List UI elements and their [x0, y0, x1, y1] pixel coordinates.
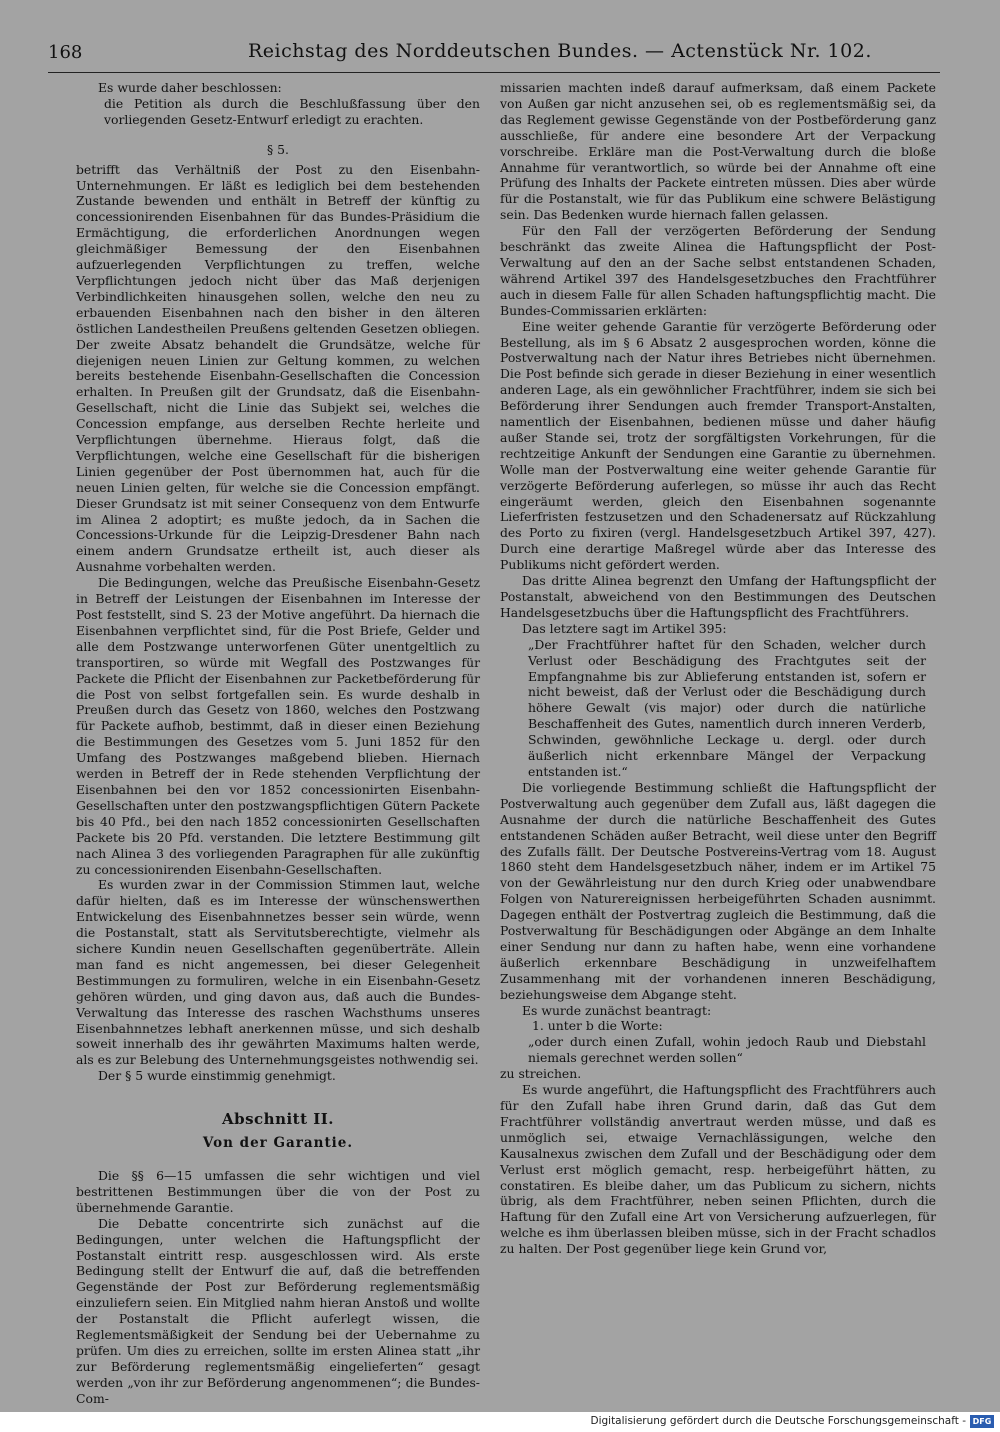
quotation: „oder durch einen Zufall, wohin jedoch Raub und Diebstahl niemals gerechnet werden sollen“ [528, 1034, 926, 1066]
page-number: 168 [48, 42, 83, 63]
paragraph: zu streichen. [500, 1066, 582, 1082]
paragraph: missarien machten indeß darauf aufmerksam, daß einem Packete von Außen gar nicht anzusehen sei, ob es reglementsmäßig sei, da das Reglement gewisse Gegenstände von der Postbeförderung ganz ausschließe, für andere eine besondere Art der Verpackung vorschreibe. Erkläre man die Post-Verwaltung durch die bloße Annahme für verantwortlich, so würde bei der Annahme oft eine Prüfung des Inhalts der Packete eintreten müssen. Dies aber würde für die Postanstalt, wie für das Publikum eine schwere Belästigung sein. Das Bedenken wurde hiernach fallen gelassen. [500, 80, 936, 223]
paragraph: Es wurden zwar in der Commission Stimmen laut, welche dafür hielten, daß es im Interesse der wünschenswerthen Entwickelung des Eisenbahnnetzes besser sein würde, wenn die Postanstalt, statt als Servitutsberechtigte, vielmehr als sichere Kundin neuen Gesellschaften gegenüberträte. Allein man fand es nicht angemessen, bei dieser Gelegenheit Bestimmungen zu formuliren, welche in ein Eisenbahn-Gesetz gehören würden, und ging davon aus, daß auch die Bundes-Verwaltung das Interesse des raschen Wachsthums unseres Eisenbahnnetzes lebhaft anerkennen müsse, und sich deshalb soweit innerhalb des ihr gewährten Maximums halten werde, als es zur Belebung des Unternehmungsgeistes nothwendig sei. [76, 877, 480, 1068]
header-rule [48, 72, 940, 73]
paragraph: Das letztere sagt im Artikel 395: [522, 620, 727, 636]
paragraph: Eine weiter gehende Garantie für verzögerte Beförderung oder Bestellung, als im § 6 Absatz 2 ausgesprochen worden, könne die Postverwaltung nach der Natur ihres Betriebes nicht übernehmen. Die Post befinde sich gerade in dieser Beziehung in einer wesentlich anderen Lage, als ein gewöhnlicher Frachtführer, indem sie sich bei Beförderung ihrer Sendungen auch fremder Transport-Anstalten, namentlich der Eisenbahnen, bedienen müsse und daher häufig außer Stande sei, trotz der sorgfältigsten Vorkehrungen, für die rechtzeitige Ankunft der Sendungen eine Garantie zu übernehmen. Wolle man der Postverwaltung eine weiter gehende Garantie für verzögerte Beförderung auferlegen, so müsse ihr auch das Recht eingeräumt werden, gleich den Eisenbahnen sogenannte Lieferfristen festzusetzen und den Schadenersatz auf Rückzahlung des Porto zu fixiren (vergl. Handelsgesetzbuch Artikel 397, 427). Durch eine derartige Maßregel würde aber das Interesse des Publikums nicht gefördert werden. [500, 318, 936, 573]
paragraph: Die vorliegende Bestimmung schließt die Haftungspflicht der Postverwaltung auch gegenüber dem Zufall aus, läßt dagegen die Ausnahme der durch die natürliche Beschaffenheit des Gutes entstandenen Schäden außer Betracht, weil diese unter den Begriff des Zufalls fällt. Der Deutsche Postvereins-Vertrag vom 18. August 1860 steht dem Handelsgesetzbuch näher, indem er im Artikel 75 von der Gewährleistung nur den durch Krieg oder unabwendbare Folgen von Naturereignissen herbeigeführten Schaden ausnimmt. Dagegen enthält der Postvertrag zugleich die Bestimmung, daß die Postverwaltung für Beschädigungen oder Abgänge an dem Inhalte einer Sendung nur dann zu haften habe, wenn eine vorhandene äußerlich erkennbare Beschädigung in unzweifelhaftem Zusammenhang mit der vorhandenen inneren Beschädigung, beziehungsweise dem Abgange steht. [500, 779, 936, 1002]
funding-note: Digitalisierung gefördert durch die Deutsche Forschungsgemeinschaft - [590, 1415, 966, 1427]
quotation: „Der Frachtführer haftet für den Schaden, welcher durch Verlust oder Beschädigung des Frachtgutes seit der Empfangnahme bis zur Ablieferung entstanden ist, sofern er nicht beweist, daß der Verlust oder die Beschädigung durch höhere Gewalt (vis major) oder durch die natürliche Beschaffenheit des Gutes, namentlich durch inneren Verderb, Schwinden, gewöhnliche Leckage u. dergl. oder durch äußerlich nicht erkennbare Mängel der Verpackung entstanden ist.“ [528, 636, 926, 779]
paragraph: Es wurde daher beschlossen: [98, 80, 282, 95]
paragraph: Die Debatte concentrirte sich zunächst auf die Bedingungen, unter welchen die Haftungspflicht der Postanstalt eintritt resp. ausgeschlossen wird. Als erste Bedingung stellt der Entwurf die auf, daß die betreffenden Gegenstände der Post zur Beförderung reglementsmäßig einzuliefern seien. Ein Mitglied nahm hieran Anstoß und wollte der Postanstalt die Pflicht auferlegt wissen, die Reglementsmäßigkeit der Sendung bei der Uebernahme zu prüfen. Um dies zu erreichen, sollte im ersten Alinea statt „ihr zur Beförderung reglementsmäßig eingelieferten“ gesagt werden „von ihr zur Beförderung angenommenen“; die Bundes-Com- [76, 1215, 480, 1406]
paragraph: Der § 5 wurde einstimmig genehmigt. [98, 1068, 336, 1084]
paragraph: Es wurde zunächst beantragt: [522, 1002, 712, 1018]
dfg-logo-icon: DFG [970, 1415, 994, 1428]
footer-bar [0, 1412, 1000, 1432]
list-item: 1. unter b die Worte: [532, 1018, 663, 1034]
paragraph: Für den Fall der verzögerten Beförderung der Sendung beschränkt das zweite Alinea die Haftungspflicht der Post-Verwaltung auf den an der Sache selbst entstandenen Schaden, während Artikel 397 des Handelsgesetzbuches den Frachtführer auch in diesem Falle für allen Schaden haftungspflichtig macht. Die Bundes-Commissarien erklärten: [500, 223, 936, 318]
page-header [48, 38, 928, 68]
section-subtitle: Von der Garantie. [202, 1135, 354, 1152]
paragraph: die Petition als durch die Beschlußfassung über den vorliegenden Gesetz-Entwurf erledigt zu erachten. [104, 95, 480, 127]
paragraph: Das dritte Alinea begrenzt den Umfang der Haftungspflicht der Postanstalt, abweichend von den Bestimmungen des Deutschen Handelsgesetzbuchs über die Haftungspflicht des Frachtführers. [500, 573, 936, 620]
paragraph: Es wurde angeführt, die Haftungspflicht des Frachtführers auch für den Zufall habe ihren Grund darin, daß das Gut dem Frachtführer vollständig anvertraut werden müsse, und daß es unmöglich sei, etwaige Vernachlässigungen, welche den Kausalnexus zwischen dem Zufall und der Beschädigung oder dem Verlust erst möglich gemacht, resp. herbeigeführt hätten, zu constatiren. Es bleibe daher, um das Publicum zu sichern, nichts übrig, als dem Frachtführer, neben seinen Pflichten, durch die Haftung für den Zufall eine Art von Versicherung aufzuerlegen, für welche es ihm überlassen bleiben müsse, sich in der Fracht schadlos zu halten. Der Post gegenüber liege kein Grund vor, [500, 1082, 936, 1257]
section-number: § 5. [267, 141, 289, 157]
paragraph: Die Bedingungen, welche das Preußische Eisenbahn-Gesetz in Betreff der Leistungen der Eisenbahnen im Interesse der Post feststellt, sind S. 23 der Motive angeführt. Da hiernach die Eisenbahnen verpflichtet sind, für die Post Briefe, Gelder und alle dem Postzwange unterworfenen Güter unentgeltlich zu transportiren, so würde mit Wegfall des Postzwanges für Packete die Pflicht der Eisenbahnen zur Packetbeförderung für die Post von selbst fortgefallen sein. Es wurde deshalb in Preußen durch das Gesetz von 1860, welches den Postzwang für Packete aufhob, bestimmt, daß in dieser einen Beziehung die Bestimmungen des Gesetzes vom 5. Juni 1852 für den Umfang des Postzwanges maßgebend blieben. Hiernach werden in Betreff der in Rede stehenden Verpflichtung der Eisenbahnen bei den vor 1852 concessionirten Eisenbahn-Gesellschaften unter den postzwangspflichtigen Gütern Packete bis 40 Pfd., bei den nach 1852 concessionirten Gesellschaften Packete bis 20 Pfd. verstanden. Die letztere Bestimmung gilt nach Alinea 3 des vorliegenden Paragraphen für alle zukünftig zu concessionirenden Eisenbahn-Gesellschaften. [76, 575, 480, 877]
paragraph: Die §§ 6—15 umfassen die sehr wichtigen und viel bestrittenen Bestimmungen über die von der Post zu übernehmende Garantie. [76, 1168, 480, 1215]
section-title: Abschnitt II. [221, 1110, 335, 1129]
right-column [500, 80, 936, 1257]
running-title: Reichstag des Norddeutschen Bundes. — Actenstück Nr. 102. [248, 40, 872, 62]
paragraph: betrifft das Verhältniß der Post zu den Eisenbahn-Unternehmungen. Er läßt es lediglich bei dem bestehenden Zustande bewenden und enthält in Betreff der künftig zu concessionirenden Eisenbahnen für das Bundes-Präsidium die Ermächtigung, die erforderlichen Anordnungen wegen gleichmäßiger Bemessung der den Eisenbahnen aufzuerlegenden Verpflichtungen zu treffen, welche Verpflichtungen jedoch nicht über das Maß derjenigen Verbindlichkeiten hinausgehen sollen, welche den neu zu erbauenden Eisenbahnen nach den bisher in den älteren östlichen Landestheilen Preußens geltenden Gesetzen obliegen. Der zweite Absatz behandelt die Grundsätze, welche für diejenigen neuen Linien zur Geltung kommen, zu welchen bereits bestehende Eisenbahn-Gesellschaften die Concession erhalten. In Preußen gilt der Grundsatz, daß die Eisenbahn-Gesellschaft, nicht die Linie das Subjekt sei, welches die Concession empfange, aus derselben Rechte herleite und Verpflichtungen übernehme. Hieraus folgt, daß die Verpflichtungen, welche eine Gesellschaft für die bisherigen Linien gegenüber der Post übernommen hat, auch für die neuen Linien gelten, für welche sie die Concession empfängt. Dieser Grundsatz ist mit seiner Consequenz von dem Entwurfe im Alinea 2 adoptirt; es mußte jedoch, da in Sachen die Concessions-Urkunde für die Leipzig-Dresdener Bahn nach einem andern Grundsatze ertheilt ist, auch dieser als Ausnahme vorbehalten werden. [76, 161, 480, 575]
left-column [76, 80, 480, 1407]
